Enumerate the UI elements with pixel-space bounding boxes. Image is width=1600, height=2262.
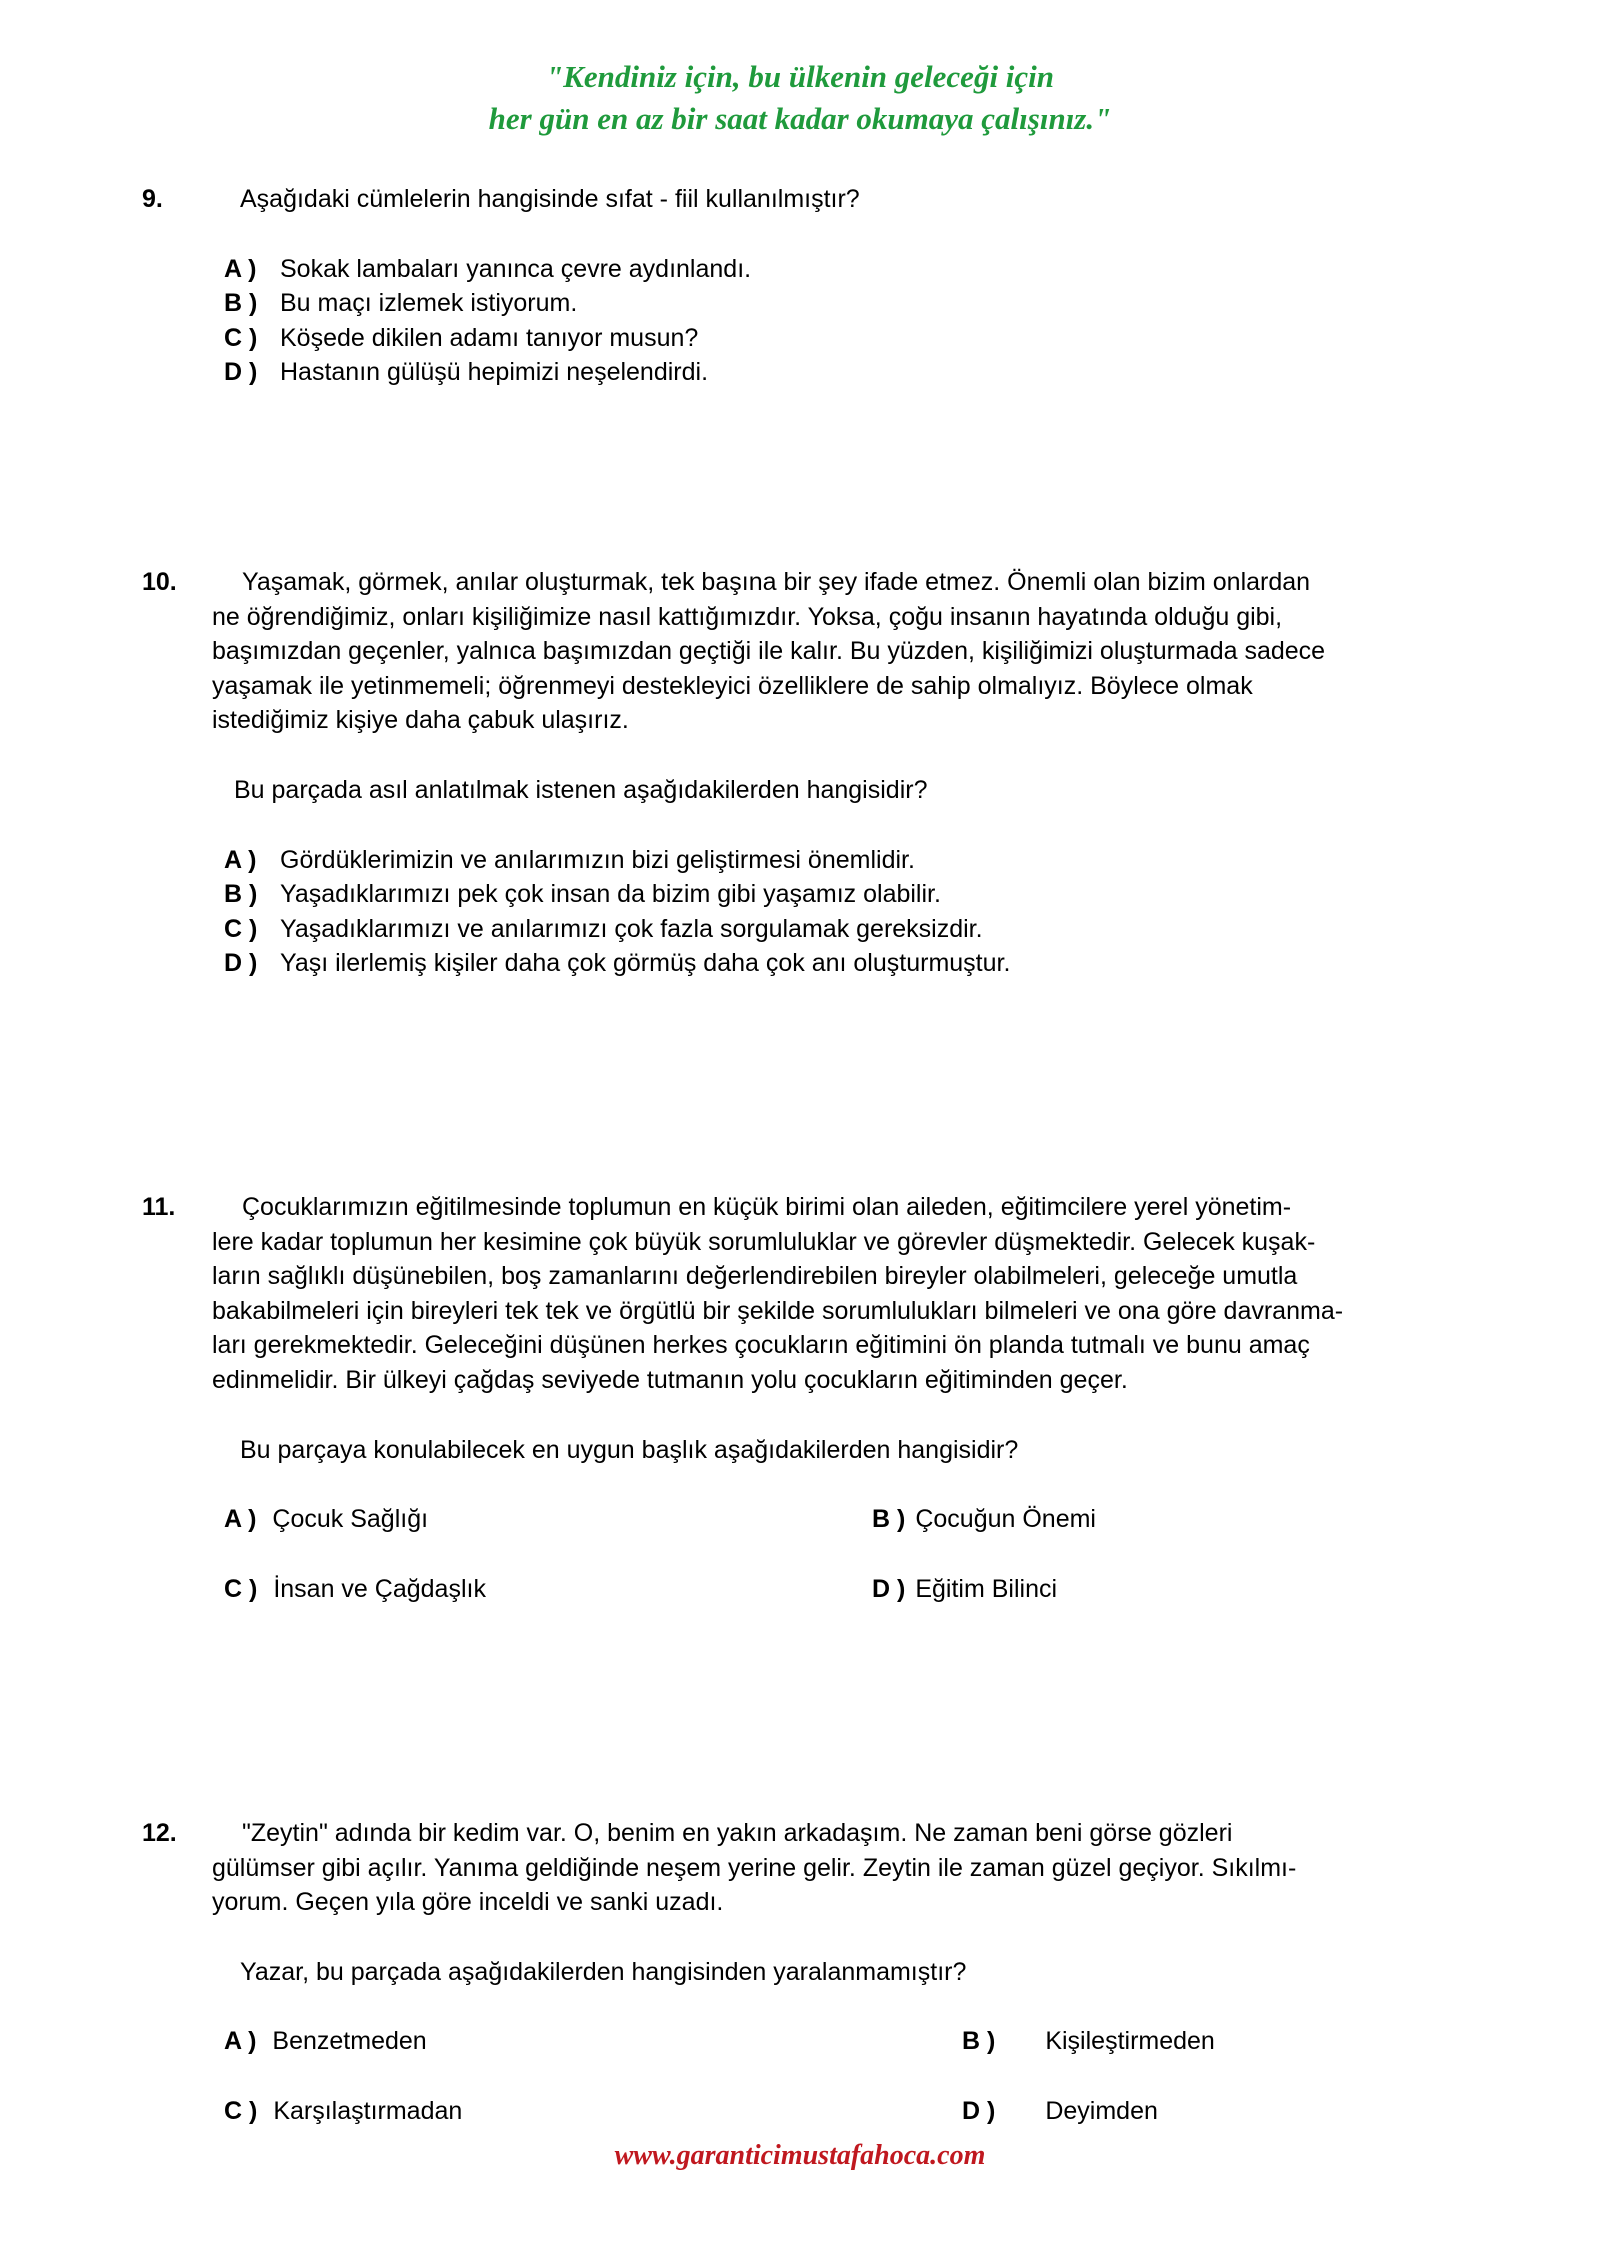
option-b[interactable] bbox=[142, 877, 1462, 912]
option-text: İnsan ve Çağdaşlık bbox=[273, 1574, 486, 1603]
passage-line: "Zeytin" adında bir kedim var. O, benim en yakın arkadaşım. Ne zaman beni görse gözleri bbox=[242, 1819, 1233, 1847]
passage-line: ların sağlıklı düşünebilen, boş zamanlarını değerlendirebilen bireyler olabilmeleri, geleceğe umutla bbox=[212, 1262, 1298, 1291]
option-text: Benzetmeden bbox=[272, 2027, 427, 2056]
option-d[interactable] bbox=[872, 1572, 1057, 1607]
passage-line: Yaşamak, görmek, anılar oluşturmak, tek başına bir şey ifade etmez. Önemli olan bizim onlardan bbox=[242, 568, 1311, 596]
question-number: 12. bbox=[142, 1819, 177, 1847]
option-label: B ) bbox=[224, 289, 258, 318]
option-text: Gördüklerimizin ve anılarımızın bizi geliştirmesi önemlidir. bbox=[280, 845, 915, 874]
passage-line: başımızdan geçenler, yalnıca başımızdan geçtiği ile kalır. Bu yüzden, kişiliğimizi oluşturmada sadece bbox=[212, 637, 1326, 666]
option-b[interactable] bbox=[142, 286, 1462, 321]
question-stem: Bu parçada asıl anlatılmak istenen aşağıdakilerden hangisidir? bbox=[234, 775, 928, 804]
option-text: Bu maçı izlemek istiyorum. bbox=[280, 289, 578, 318]
question-stem: Bu parçaya konulabilecek en uygun başlık aşağıdakilerden hangisidir? bbox=[240, 1435, 1019, 1464]
option-label: B ) bbox=[962, 2027, 996, 2056]
passage-line: edinmelidir. Bir ülkeyi çağdaş seviyede tutmanın yolu çocukların eğitiminden geçer. bbox=[212, 1365, 1128, 1394]
option-label: C ) bbox=[224, 1574, 258, 1603]
option-label: B ) bbox=[872, 1505, 906, 1534]
option-label: D ) bbox=[872, 1574, 906, 1603]
option-text: Karşılaştırmadan bbox=[273, 2096, 463, 2125]
option-text: Yaşadıklarımızı ve anılarımızı çok fazla sorgulamak gereksizdir. bbox=[280, 914, 983, 943]
option-text: Hastanın gülüşü hepimizi neşelendirdi. bbox=[280, 358, 709, 387]
passage bbox=[212, 1190, 1462, 1398]
option-label: D ) bbox=[224, 949, 258, 978]
option-c[interactable] bbox=[224, 1572, 486, 1607]
passage-line: gülümser gibi açılır. Yanıma geldiğinde neşem yerine gelir. Zeytin ile zaman güzel geçiyor. Sıkılmı- bbox=[212, 1853, 1297, 1882]
option-label: A ) bbox=[224, 2027, 257, 2056]
option-c[interactable] bbox=[142, 321, 1462, 356]
question-number: 10. bbox=[142, 568, 177, 596]
option-b[interactable] bbox=[872, 1502, 1096, 1537]
passage-line: ları gerekmektedir. Geleceğini düşünen herkes çocukların eğitimini ön planda tutmalı ve bunu amaç bbox=[212, 1331, 1310, 1360]
passage bbox=[212, 565, 1462, 738]
motto-header bbox=[0, 56, 1600, 140]
option-text: Deyimden bbox=[1045, 2096, 1158, 2125]
question-10 bbox=[142, 565, 1462, 981]
question-12 bbox=[142, 1816, 1462, 2163]
passage-line: istediğimiz kişiye daha çabuk ulaşırız. bbox=[212, 706, 629, 735]
question-11 bbox=[142, 1190, 1462, 1641]
passage bbox=[212, 1816, 1462, 1920]
option-text: Kişileştirmeden bbox=[1045, 2027, 1215, 2056]
passage-line: yorum. Geçen yıla göre inceldi ve sanki uzadı. bbox=[212, 1888, 724, 1917]
option-text: Sokak lambaları yanınca çevre aydınlandı. bbox=[280, 254, 752, 283]
question-stem: Yazar, bu parçada aşağıdakilerden hangisinden yaralanmamıştır? bbox=[240, 1957, 967, 1986]
question-number: 9. bbox=[142, 185, 163, 213]
option-text: Çocuğun Önemi bbox=[915, 1505, 1096, 1534]
passage-line: bakabilmeleri için bireyleri tek tek ve örgütlü bir şekilde sorumlulukları bilmeleri ve ona göre davranma- bbox=[212, 1296, 1344, 1325]
option-a[interactable] bbox=[142, 843, 1462, 878]
option-label: C ) bbox=[224, 323, 258, 352]
option-d[interactable] bbox=[142, 946, 1462, 981]
option-text: Yaşadıklarımızı pek çok insan da bizim gibi yaşamız olabilir. bbox=[280, 880, 941, 909]
passage-line: ne öğrendiğimiz, onları kişiliğimize nasıl kattığımızdır. Yoksa, çoğu insanın hayatında olduğu gibi, bbox=[212, 602, 1283, 631]
option-d[interactable] bbox=[962, 2094, 1158, 2129]
option-label: A ) bbox=[224, 254, 257, 283]
question-9 bbox=[142, 182, 1462, 390]
option-a[interactable] bbox=[224, 1502, 428, 1537]
passage-line: lere kadar toplumun her kesimine çok büyük sorumluluklar ve görevler düşmektedir. Gelecek kuşak- bbox=[212, 1227, 1316, 1256]
passage-line: Çocuklarımızın eğitilmesinde toplumun en küçük birimi olan aileden, eğitimcilere yerel yönetim- bbox=[242, 1193, 1292, 1221]
footer-url[interactable]: www.garanticimustafahoca.com bbox=[614, 2140, 986, 2171]
option-text: Köşede dikilen adamı tanıyor musun? bbox=[280, 323, 699, 352]
option-text: Çocuk Sağlığı bbox=[272, 1505, 429, 1534]
question-number: 11. bbox=[142, 1193, 176, 1221]
motto-line-2: her gün en az bir saat kadar okumaya çalışınız." bbox=[488, 101, 1112, 136]
option-label: C ) bbox=[224, 2096, 258, 2125]
option-label: A ) bbox=[224, 1505, 257, 1534]
option-grid bbox=[142, 1502, 1462, 1641]
option-a[interactable] bbox=[224, 2024, 427, 2059]
option-d[interactable] bbox=[142, 355, 1462, 390]
question-text: Aşağıdaki cümlelerin hangisinde sıfat - fiil kullanılmıştır? bbox=[240, 185, 860, 213]
option-text: Yaşı ilerlemiş kişiler daha çok görmüş daha çok anı oluşturmuştur. bbox=[280, 949, 1011, 978]
option-label: D ) bbox=[224, 358, 258, 387]
option-c[interactable] bbox=[224, 2094, 462, 2129]
option-c[interactable] bbox=[142, 912, 1462, 947]
option-b[interactable] bbox=[962, 2024, 1215, 2059]
website-footer[interactable] bbox=[0, 2140, 1600, 2172]
motto-line-1: "Kendiniz için, bu ülkenin geleceği için bbox=[545, 59, 1055, 94]
option-list bbox=[142, 252, 1462, 390]
option-label: D ) bbox=[962, 2096, 996, 2125]
option-a[interactable] bbox=[142, 252, 1462, 287]
option-label: C ) bbox=[224, 914, 258, 943]
option-list bbox=[142, 843, 1462, 981]
passage-line: yaşamak ile yetinmemeli; öğrenmeyi destekleyici özelliklere de sahip olmalıyız. Böylece olmak bbox=[212, 671, 1253, 700]
option-text: Eğitim Bilinci bbox=[915, 1574, 1058, 1603]
option-label: B ) bbox=[224, 880, 258, 909]
option-label: A ) bbox=[224, 845, 257, 874]
